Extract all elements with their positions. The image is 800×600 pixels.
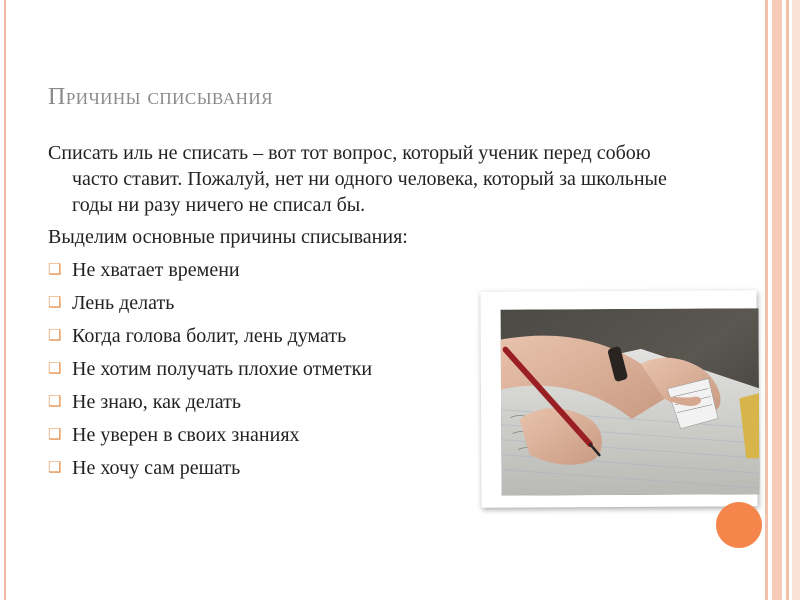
reasons-intro: Выделим основные причины списывания: <box>48 226 408 248</box>
square-bullet-icon: ❑ <box>48 394 62 410</box>
slide-title: Причины списывания <box>48 84 273 110</box>
square-bullet-icon: ❑ <box>48 262 62 278</box>
list-item: ❑ Не хотим получать плохие отметки <box>48 358 373 380</box>
square-bullet-icon: ❑ <box>48 295 62 311</box>
square-bullet-icon: ❑ <box>48 427 62 443</box>
accent-circle-decoration <box>716 502 762 548</box>
left-border-decoration <box>4 0 6 600</box>
right-stripe-decoration <box>786 0 789 600</box>
right-stripe-decoration <box>792 0 800 600</box>
square-bullet-icon: ❑ <box>48 361 62 377</box>
square-bullet-icon: ❑ <box>48 460 62 476</box>
hand-writing-photo <box>501 308 760 495</box>
list-item: ❑ Не уверен в своих знаниях <box>48 424 300 446</box>
list-item: ❑ Когда голова болит, лень думать <box>48 325 347 347</box>
list-item: ❑ Лень делать <box>48 292 175 314</box>
list-item: ❑ Не хватает времени <box>48 259 240 281</box>
right-stripe-decoration <box>765 0 768 600</box>
list-item: ❑ Не знаю, как делать <box>48 391 242 413</box>
photo-frame <box>480 290 757 507</box>
right-stripe-decoration <box>772 0 782 600</box>
square-bullet-icon: ❑ <box>48 328 62 344</box>
intro-paragraph: Списать иль не списать – вот тот вопрос, который ученик перед собою часто ставит. Пожалуй, нет ни одного человека, который за школьные годы ни разу ничего не списал бы. <box>48 142 667 216</box>
list-item: ❑ Не хочу сам решать <box>48 457 241 479</box>
